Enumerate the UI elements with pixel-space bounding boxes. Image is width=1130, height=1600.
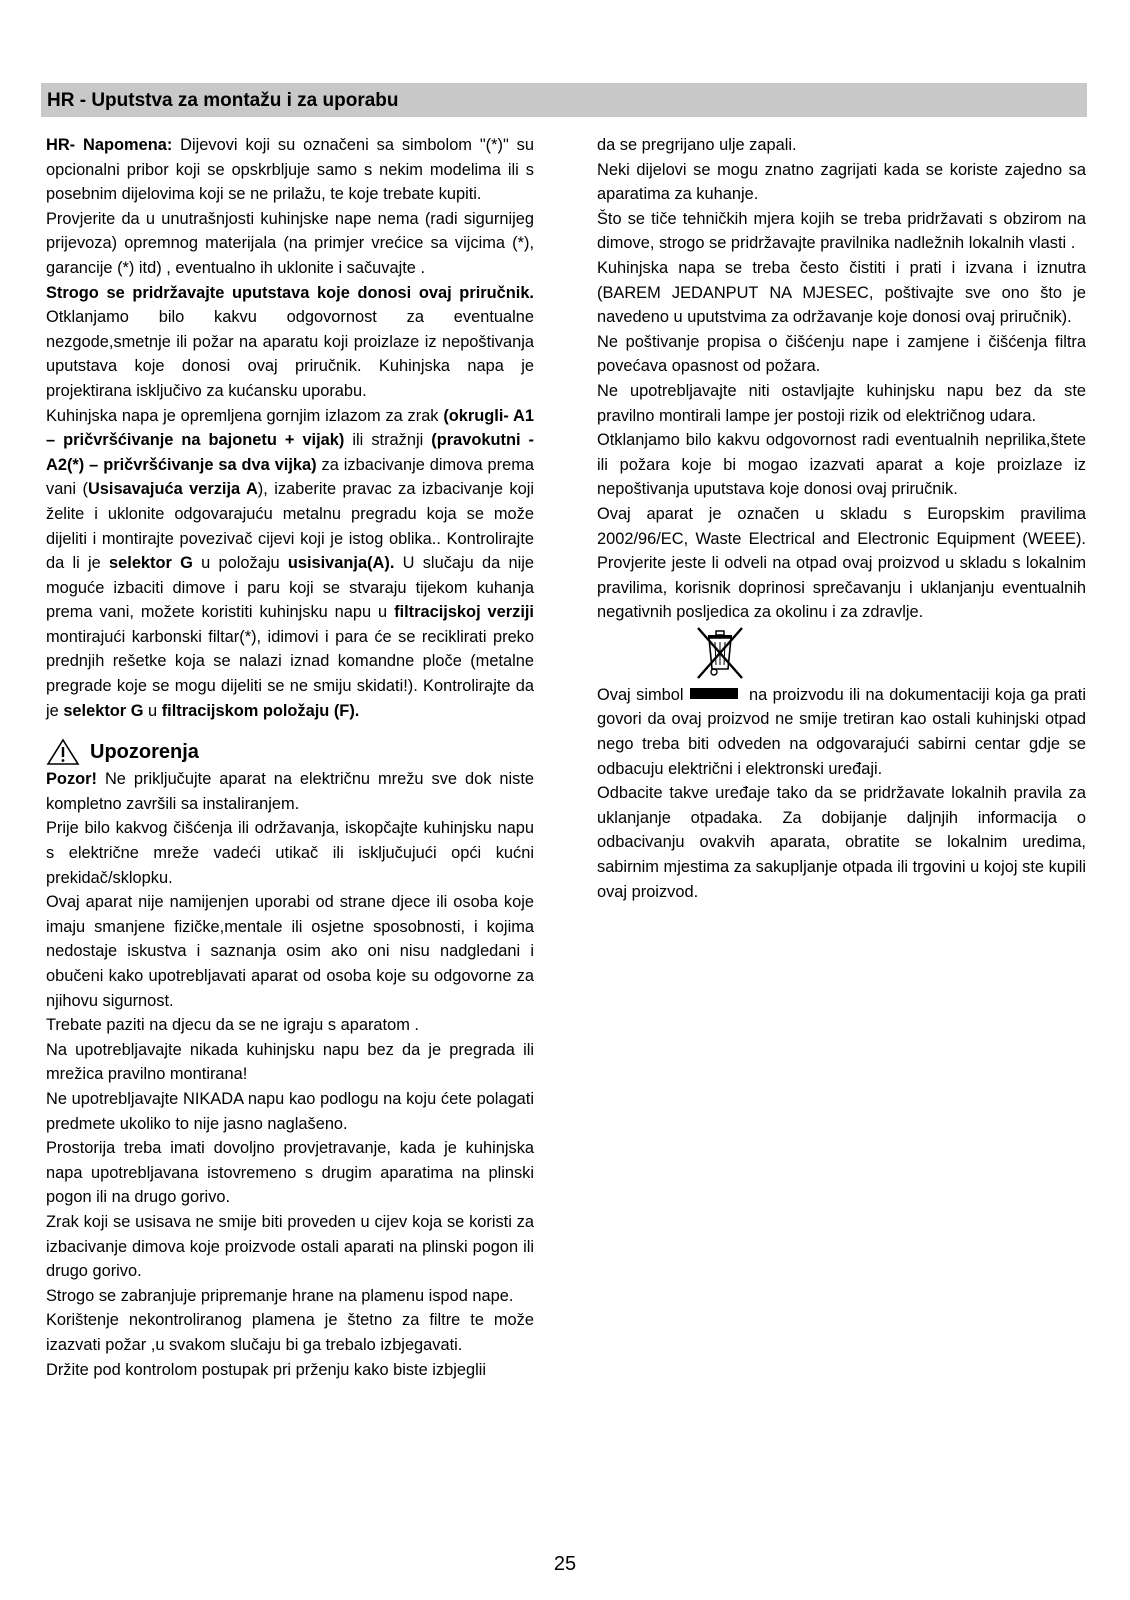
warning-paragraph: Trebate paziti na djecu da se ne igraju s aparatom . <box>46 1016 419 1035</box>
text-paragraph: Neki dijelovi se mogu znatno zagrijati kada se koriste zajedno sa aparatima za kuhanje. <box>597 160 1086 204</box>
install-text-8: u <box>143 701 162 720</box>
warnings-heading <box>46 737 534 767</box>
page-number: 25 <box>553 1553 577 1575</box>
manual-paragraph <box>46 281 534 404</box>
weee-paragraph: Ovaj aparat je označen u skladu s Europskim pravilima 2002/96/EC, Waste Electrical and Electronic Equipment (WEEE). Provjerite jeste li odveli na otpad ovaj proizvod u skladu s lokalnim pravilima, korisnik doprinosi sprečavanju i uklanjanju eventualnih negativnih posljedica za okolinu i za zdravlje. <box>597 504 1086 622</box>
install-bold-1: (okrugli- A1 – pričvršćivanje na bajonetu + vijak) <box>46 406 535 450</box>
install-text-1: Kuhinjska napa je opremljena gornjim izlazom za zrak <box>46 406 444 425</box>
warning-paragraph: Na upotrebljavajte nikada kuhinjsku napu bez da je pregrada ili mrežica pravilno montirana! <box>46 1040 534 1084</box>
warning-paragraph: Držite pod kontrolom postupak pri prženju kako biste izbjeglii <box>46 1360 487 1379</box>
install-bold-2: (pravokutni -A2(*) – pričvršćivanje sa dva vijka) <box>46 431 535 474</box>
text-paragraph: da se pregrijano ulje zapali. <box>597 136 797 154</box>
crossed-out-bin-icon <box>695 625 745 681</box>
note-paragraph <box>46 133 534 207</box>
text-paragraph: Ne upotrebljavajte niti ostavljajte kuhinjsku napu bez da ste pravilno montirali lampe jer postoji rizik od električnog udara. <box>597 381 1086 425</box>
weee-symbol <box>597 625 1086 683</box>
install-bold-3: Usisavajuća verzija A <box>87 480 258 499</box>
warning-paragraph: Korištenje nekontroliranog plamena je štetno za filtre te može izazvati požar ,u svakom slučaju bi ga trebalo izbjegavati. <box>46 1311 534 1354</box>
install-bold-7: selektor G <box>63 701 144 720</box>
note-label: Napomena: <box>83 136 173 154</box>
manual-bold: Strogo se pridržavajte uputstava koje donosi ovaj priručnik. <box>46 283 534 302</box>
install-bold-5: usisivanja(A). <box>287 554 395 573</box>
warning-triangle-icon <box>46 738 80 766</box>
page-title: HR - Uputstva za montažu i za uporabu <box>47 90 399 111</box>
symbol-text: na proizvodu ili na dokumentaciji koja ga prati govori da ovaj proizvod ne smije tretiran kao ostali kuhinjski otpad nego treba biti odveden na odgovarajući sabirni centar gdje se odbacuju električni i elektronski uređaji. <box>597 685 1086 778</box>
check-packaging-paragraph: Provjerite da u unutrašnjosti kuhinjske nape nema (radi sigurnijeg prijevoza) opremnog materijala (na primjer vrećice sa vijcima (*), garancije (*) itd) , eventualno ih uklonite i sačuvajte . <box>46 209 534 277</box>
text-paragraph: Što se tiče tehničkih mjera kojih se treba pridržavati s obzirom na dimove, strogo se pridržavajte pravilnika nadležnih lokalnih vlasti . <box>597 209 1086 253</box>
install-bold-8: filtracijskom položaju (F). <box>161 701 360 720</box>
warning-paragraph: Strogo se zabranjuje pripremanje hrane na plamenu ispod nape. <box>46 1286 514 1305</box>
warning-bold: Pozor! <box>46 770 97 789</box>
text-paragraph: Odbacite takve uređaje tako da se pridržavate lokalnih pravila za uklanjanje otpadaka. Za dobijanje daljnjih informacija o odbacivanju ovakvih aparata, obratite se lokalnim uredima, sabirnim mjestima za sakupljanje otpada ili trgovini u kojoj ste kupili ovaj proizvod. <box>597 784 1086 901</box>
warning-paragraph: Ovaj aparat nije namijenjen uporabi od strane djece ili osoba koje imaju smanjene fizičke,mentale ili osjetne sposobnosti, i kojima nedostaje iskustva i saznanja osim ako oni nisu nadgledani i obučeni kako upotrebljavati aparat od osoba koje su odgovorne za njihovu sigurnost. <box>46 893 534 1010</box>
text-paragraph: Otklanjamo bilo kakvu odgovornost radi eventualnih neprilika,štete ili požara koje bi mogao izazvati aparat a koje proizlaze iz nepoštivanja uputstava koje donosi ovaj priručnik. <box>597 431 1086 499</box>
text-paragraph: Kuhinjska napa se treba često čistiti i prati i izvana i iznutra (BAREM JEDANPUT NA MJESEC, poštivajte sve ono što je navedeno u uputstvima za održavanje koje donosi ovaj priručnik). <box>597 258 1086 327</box>
text-paragraph: Ne poštivanje propisa o čišćenju nape i zamjene i čišćenja filtra povećava opasnost od požara. <box>597 332 1086 376</box>
symbol-lead: Ovaj simbol <box>597 685 684 704</box>
left-column <box>46 133 534 1382</box>
install-bold-4: selektor G <box>109 554 193 573</box>
warning-paragraph: Zrak koji se usisava ne smije biti proveden u cijev koja se koristi za izbacivanje dimova koje proizvode ostali aparati na plinski pogon ili drugo gorivo. <box>46 1212 534 1281</box>
install-text-7: montirajući karbonski filtar(*), idimovi i para će se reciklirati preko prednjih rešetke koja se nalazi iznad komandne ploče (metalne pregrade koje se mogu dijeliti se ne smiju skidati!). Kontrolirajte da je <box>46 627 534 720</box>
install-text-2: ili stražnji <box>344 431 432 450</box>
warning-paragraph <box>46 767 534 816</box>
warning-paragraph: Prije bilo kakvog čišćenja ili održavanja, iskopčajte kuhinjsku napu s električne mreže vadeći utikač ili isključujući opći kućni prekidač/sklopku. <box>46 819 534 887</box>
warning-text: Ne priključujte aparat na električnu mrežu sve dok niste kompletno završili sa instaliranjem. <box>46 770 534 813</box>
right-column <box>597 133 1086 904</box>
manual-text: Otklanjamo bilo kakvu odgovornost za eventualne nezgode,smetnje ili požar na aparatu koji proizlaze iz nepoštivanja uputstava koje donosi ovaj priručnik. Kuhinjska napa je projektirana isključivo za kućansku uporabu. <box>46 308 534 400</box>
install-text-4: ), izaberite pravac za izbacivanje koji želite i uklonite odgovarajuću metalnu pregradu koja se može dijeliti i montirajte povezivač cijevi koji je istog oblika.. Kontrolirajte da li je <box>46 480 534 573</box>
note-text: Dijevovi koji su označeni sa simbolom "(*)" su opcionalni pribor koji se opskrbljuje samo s nekim modelima ili s posebnim dijelovima koji se ne prilažu, te koje trebate kupiti. <box>46 136 534 204</box>
installation-paragraph <box>46 404 534 724</box>
symbol-paragraph <box>597 683 1086 781</box>
warning-paragraph: Ne upotrebljavajte NIKADA napu kao podlogu na koju ćete polagati predmete ukoliko to nije jasno naglašeno. <box>46 1089 534 1133</box>
section-header <box>41 83 1087 117</box>
note-prefix: HR- <box>46 136 76 154</box>
install-text-6: U slučaju da nije moguće izbaciti dimove i paru koji se stvaraju tijekom kuhanja prema vani, možete koristiti kuhinjsku napu u <box>46 554 535 622</box>
install-text-5: u položaju <box>192 554 288 573</box>
install-bold-6: filtracijskoj verziji <box>394 603 534 622</box>
black-bar-symbol <box>690 688 738 699</box>
warnings-title: Upozorenja <box>90 741 199 764</box>
warning-paragraph: Prostorija treba imati dovoljno provjetravanje, kada je kuhinjska napa upotrebljavana istovremeno s drugim aparatima na plinski pogon ili na drugo gorivo. <box>46 1139 534 1207</box>
install-text-3: za izbacivanje dimova prema vani ( <box>46 455 534 499</box>
